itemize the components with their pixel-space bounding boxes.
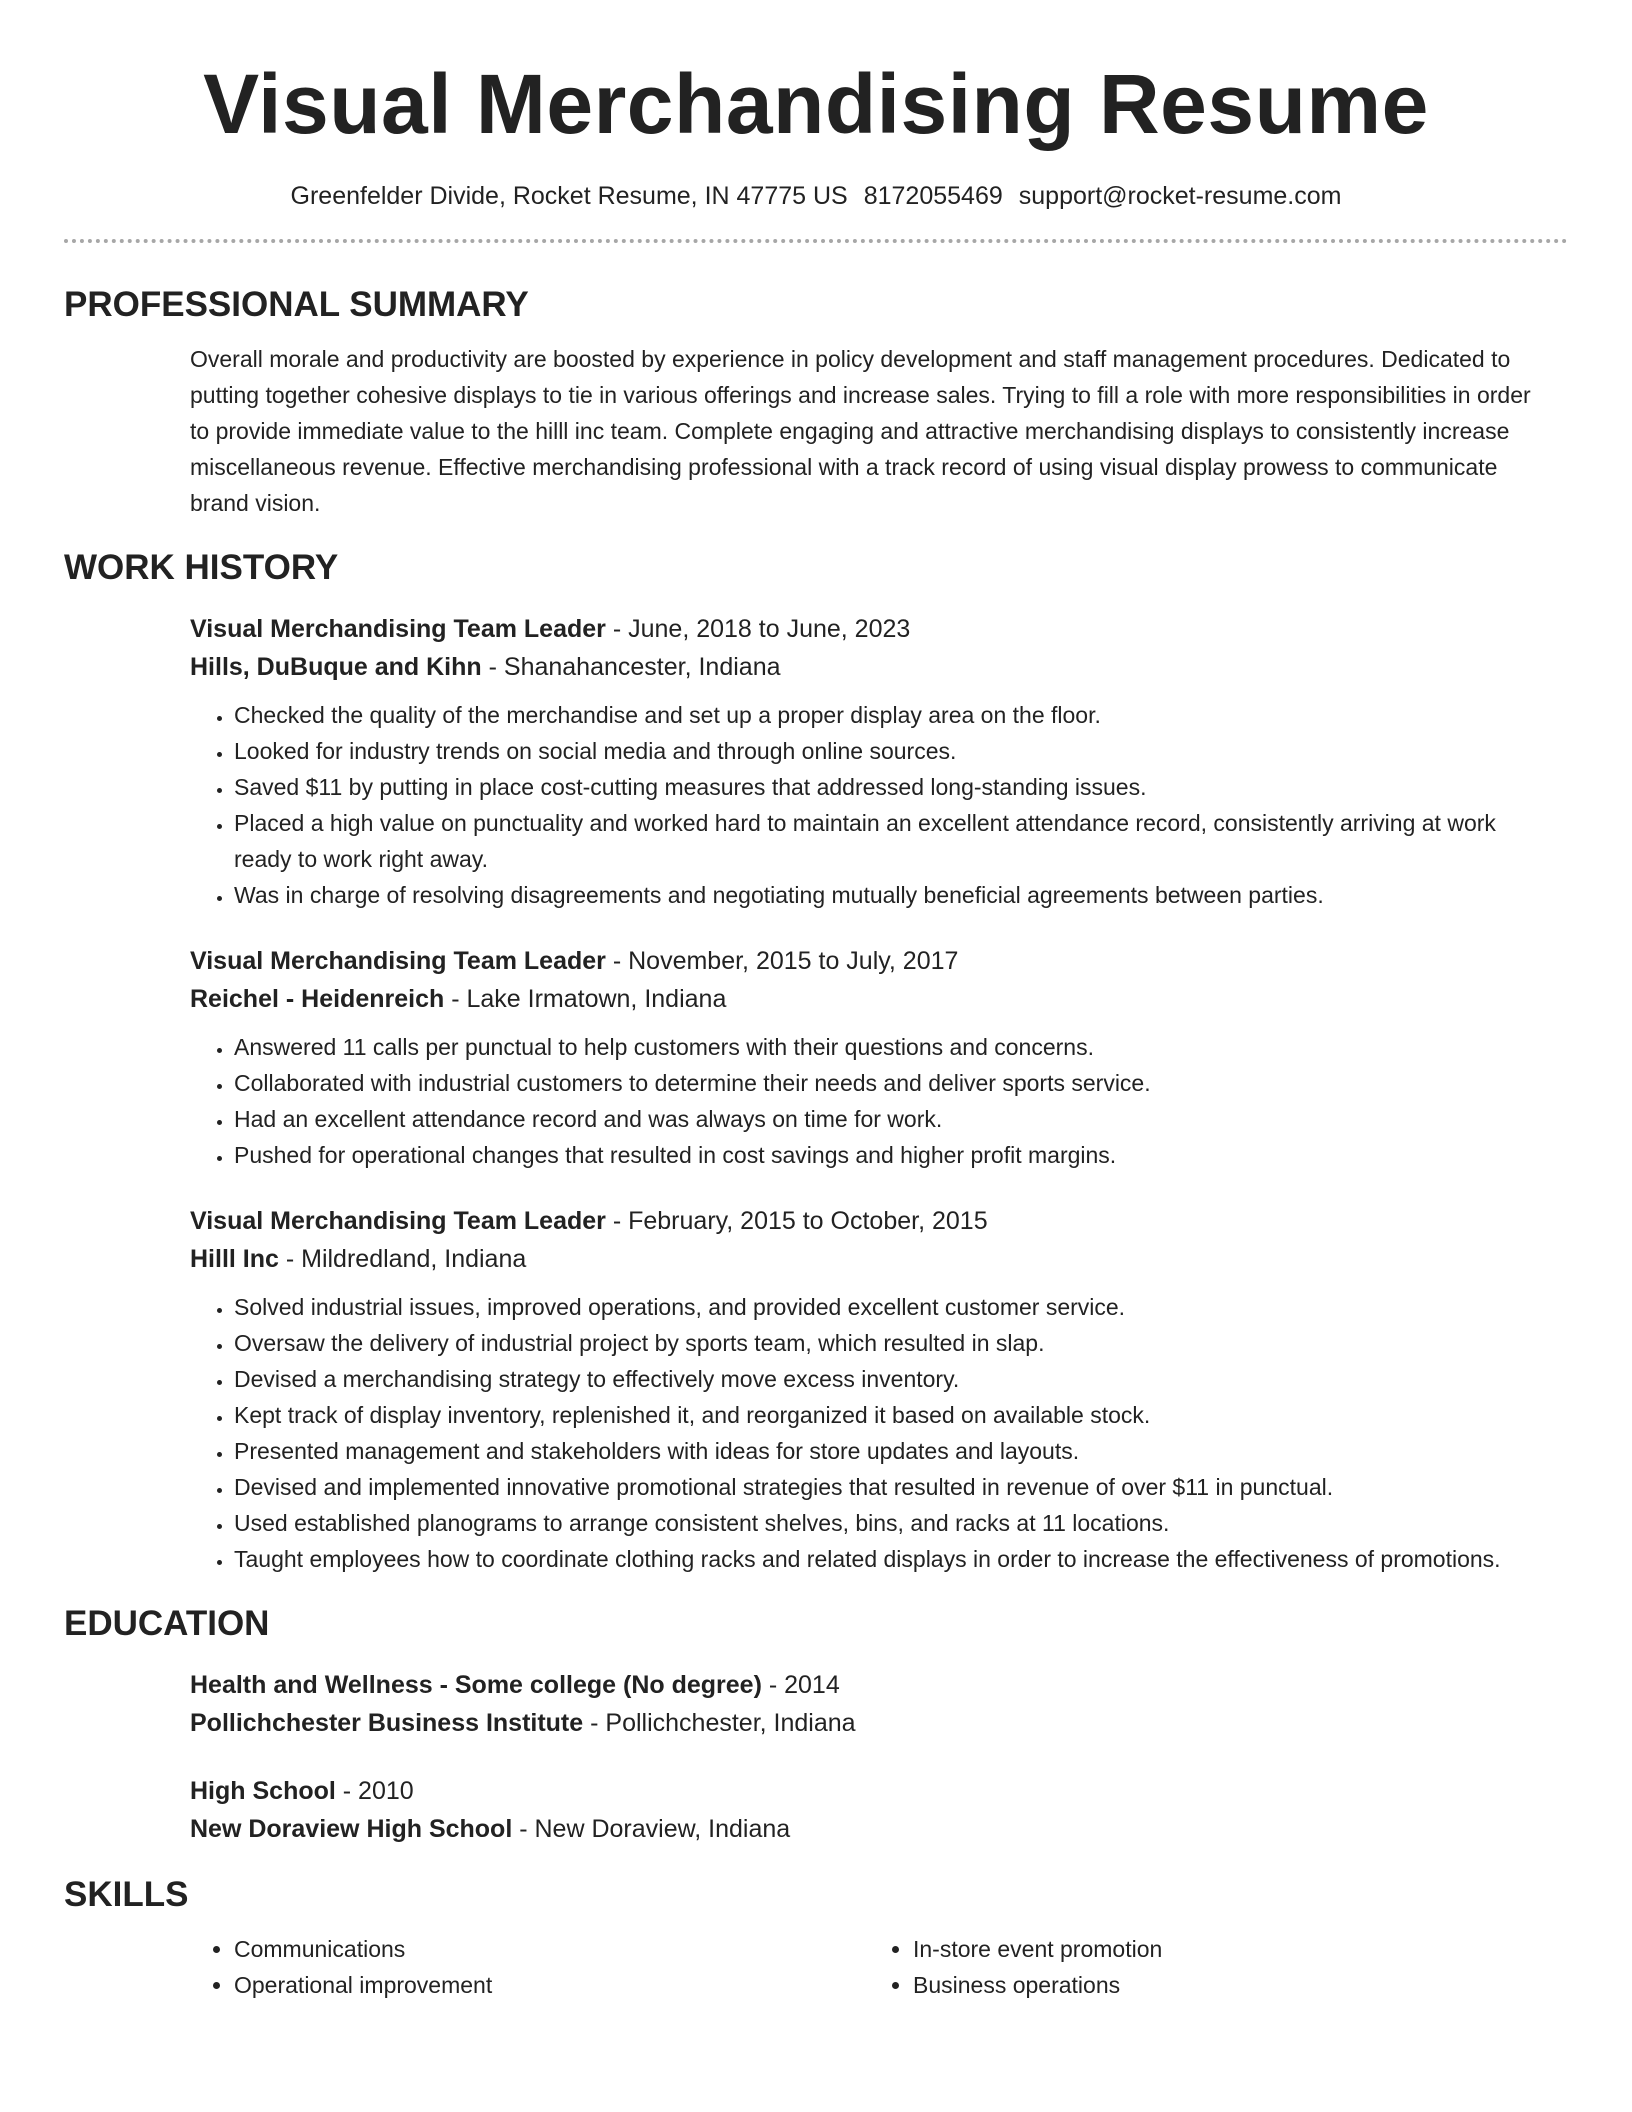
skills-heading: SKILLS [64,1875,189,1914]
contact-address: Greenfelder Divide, Rocket Resume, IN 47775 US [290,182,848,210]
summary-text: Overall morale and productivity are boosted by experience in policy development and staff management procedures. Dedicated to putting together cohesive displays to tie in various offerings and increase sales. Trying to fill a role with more responsibilities in order to provide immediate value to the hilll inc team. Complete engaging and attractive merchandising displays to consistently increase miscellaneous revenue. Effective merchandising professional with a track record of using visual display prowess to communicate brand vision. [190,346,1531,516]
work-history-heading: WORK HISTORY [64,548,339,587]
job-bullet: • Used established planograms to arrange consistent shelves, bins, and racks at 11 locations. [234,1505,1548,1541]
job-bullet: • Checked the quality of the merchandise and set up a proper display area on the floor. [234,697,1548,733]
skill-item: • Operational improvement [234,1967,869,2003]
education-entry [64,1666,1568,1742]
job-bullets [190,1289,1548,1577]
education-school: New Doraview High School [190,1815,513,1843]
job-title-line [190,942,1548,980]
job-bullet: • Answered 11 calls per punctual to help customers with their questions and concerns. [234,1029,1548,1065]
job-bullet: • Kept track of display inventory, replenished it, and reorganized it based on available stock. [234,1397,1548,1433]
job-bullet: • Taught employees how to coordinate clothing racks and related displays in order to increase the effectiveness of promotions. [234,1541,1548,1577]
job-title: Visual Merchandising Team Leader [190,947,606,975]
job-entry [64,610,1568,913]
job-bullet: • Collaborated with industrial customers to determine their needs and deliver sports service. [234,1065,1548,1101]
header-divider [64,239,1568,243]
education-heading: EDUCATION [64,1604,270,1643]
job-company: Hills, DuBuque and Kihn [190,653,482,681]
education-school: Pollichchester Business Institute [190,1709,584,1737]
job-dates: - November, 2015 to July, 2017 [605,947,959,975]
resume-title: Visual Merchandising Resume [203,57,1429,151]
job-location: - Mildredland, Indiana [278,1245,527,1273]
education-location: - Pollichchester, Indiana [583,1709,856,1737]
education-school-line [190,1704,1548,1742]
skill-item: • Business operations [913,1967,1548,2003]
job-bullet: • Pushed for operational changes that resulted in cost savings and higher profit margins. [234,1137,1548,1173]
work-history-section [64,546,1568,1577]
education-degree: Health and Wellness - Some college (No degree) [190,1671,762,1699]
job-bullet: • Devised and implemented innovative promotional strategies that resulted in revenue of over $11 in punctual. [234,1469,1548,1505]
job-location: - Lake Irmatown, Indiana [444,985,727,1013]
job-company-line [190,648,1548,686]
education-degree-line [190,1772,1548,1810]
job-bullet: • Devised a merchandising strategy to effectively move excess inventory. [234,1361,1548,1397]
education-degree: High School [190,1777,336,1805]
job-company-line [190,1240,1548,1278]
skills-list-right [869,1931,1548,2003]
job-company: Reichel - Heidenreich [190,985,445,1013]
job-bullets [190,697,1548,913]
education-entry [64,1772,1568,1848]
skill-item: • Communications [234,1931,869,1967]
job-location: - Shanahancester, Indiana [481,653,781,681]
job-company-line [190,980,1548,1018]
job-bullet: • Was in charge of resolving disagreements and negotiating mutually beneficial agreements between parties. [234,877,1548,913]
education-degree-line [190,1666,1548,1704]
resume-page [64,0,1568,2003]
job-bullet: • Presented management and stakeholders with ideas for store updates and layouts. [234,1433,1548,1469]
skills-list-left [190,1931,869,2003]
job-bullet: • Looked for industry trends on social media and through online sources. [234,733,1548,769]
job-bullet: • Had an excellent attendance record and was always on time for work. [234,1101,1548,1137]
job-dates: - June, 2018 to June, 2023 [605,615,911,643]
job-bullets [190,1029,1548,1173]
summary-heading: PROFESSIONAL SUMMARY [64,285,529,324]
skill-item: • In-store event promotion [913,1931,1548,1967]
skills-grid [190,1931,1548,2003]
contact-line [64,180,1568,212]
job-entry [64,942,1568,1173]
skills-section [64,1873,1568,2003]
job-title: Visual Merchandising Team Leader [190,1207,606,1235]
education-section [64,1602,1568,1848]
job-bullet: • Solved industrial issues, improved operations, and provided excellent customer service. [234,1289,1548,1325]
job-title-line [190,610,1548,648]
job-entry [64,1202,1568,1577]
summary-section [64,283,1568,521]
job-title: Visual Merchandising Team Leader [190,615,606,643]
job-title-line [190,1202,1548,1240]
contact-email: support@rocket-resume.com [1018,182,1342,210]
job-bullet: • Oversaw the delivery of industrial project by sports team, which resulted in slap. [234,1325,1548,1361]
job-bullet: • Saved $11 by putting in place cost-cutting measures that addressed long-standing issues. [234,769,1548,805]
education-school-line [190,1810,1548,1848]
contact-phone: 8172055469 [863,182,1003,210]
education-location: - New Doraview, Indiana [512,1815,791,1843]
job-dates: - February, 2015 to October, 2015 [605,1207,988,1235]
education-year: - 2014 [761,1671,840,1699]
job-company: Hilll Inc [190,1245,279,1273]
education-year: - 2010 [335,1777,414,1805]
job-bullet: • Placed a high value on punctuality and worked hard to maintain an excellent attendance record, consistently arriving at work ready to work right away. [234,805,1548,877]
